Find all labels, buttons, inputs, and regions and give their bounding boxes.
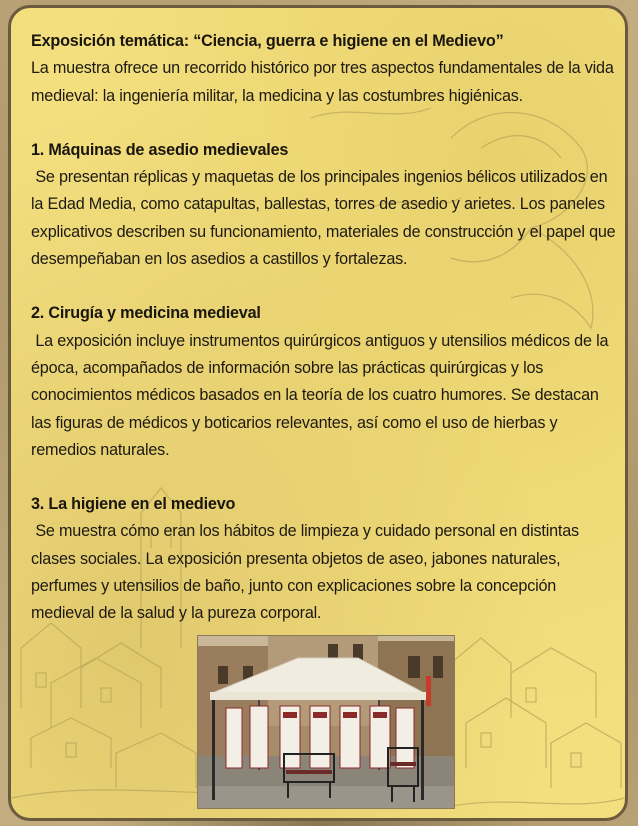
exhibition-tent-photo — [197, 635, 455, 809]
document-title: Exposición temática: “Ciencia, guerra e higiene en el Medievo” — [31, 32, 504, 50]
content-panel — [8, 5, 628, 821]
section-2-body: La exposición incluye instrumentos quirúrgicos antiguos y utensilios médicos de la época, acompañados de información sobre las prácticas quirúrgicas y los conocimientos médicos basados en la teoría de los cuatro humores. Se destacan las figuras de médicos y boticarios relevantes, así como el uso de hierbas y remedios naturales. — [31, 331, 613, 459]
exhibition-tent-illustration — [198, 636, 454, 808]
intro-paragraph: La muestra ofrece un recorrido histórico por tres aspectos fundamentales de la vida medieval: la ingeniería militar, la medicina y las costumbres higiénicas. — [31, 59, 614, 105]
section-2-heading: 2. Cirugía y medicina medieval — [31, 304, 261, 323]
section-3-body: Se muestra cómo eran los hábitos de limpieza y cuidado personal en distintas clases sociales. La exposición presenta objetos de aseo, jabones naturales, perfumes y utensilios de baño, junto con explicaciones sobre la concepción medieval de la salud y la pureza corporal. — [31, 522, 584, 623]
section-3-heading: 3. La higiene en el medievo — [31, 495, 236, 514]
section-1-heading: 1. Máquinas de asedio medievales — [31, 140, 289, 159]
document-body — [31, 28, 621, 628]
section-1-body: Se presentan réplicas y maquetas de los principales ingenios bélicos utilizados en la Edad Media, como catapultas, ballestas, torres de asedio y arietes. Los paneles explicativos describen su funcionamiento, materiales de construcción y el papel que desempeñaban en los asedios a castillos y fortalezas. — [31, 168, 620, 269]
